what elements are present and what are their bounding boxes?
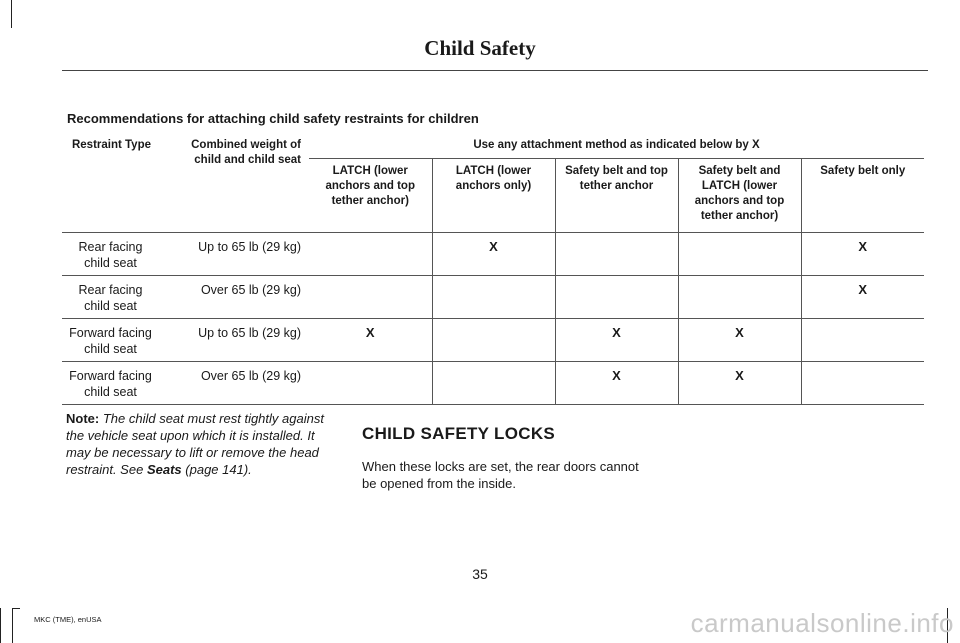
table-row xyxy=(62,233,924,276)
method-mark-cell xyxy=(432,362,555,405)
seats-link[interactable]: Seats xyxy=(146,462,182,477)
method-mark-cell xyxy=(309,362,432,405)
table-row xyxy=(62,319,924,362)
note-page-ref: (page 141). xyxy=(185,462,252,477)
method-mark-cell xyxy=(309,233,432,276)
method-mark-cell: X xyxy=(555,319,678,362)
weight-cell: Up to 65 lb (29 kg) xyxy=(159,233,309,276)
method-mark-cell: X xyxy=(678,319,801,362)
method-mark-cell: X xyxy=(432,233,555,276)
method-mark-cell: X xyxy=(555,362,678,405)
note-text: The child seat must rest tightly against the vehicle seat upon which it is installed. It may be necessary to lift or remove the head restraint. See xyxy=(66,411,324,477)
restraint-type-cell: Forward facing child seat xyxy=(62,362,159,405)
restraint-type-cell: Rear facing child seat xyxy=(62,276,159,319)
page-number: 35 xyxy=(472,566,488,582)
note-paragraph xyxy=(66,410,340,478)
method-mark-cell xyxy=(678,233,801,276)
note-label: Note: xyxy=(66,411,100,426)
crop-mark xyxy=(12,608,13,643)
weight-cell: Up to 65 lb (29 kg) xyxy=(159,319,309,362)
col-restraint-type-header: Restraint Type xyxy=(62,133,159,233)
method-header: Safety belt and top tether anchor xyxy=(555,159,678,233)
header-rule xyxy=(62,70,928,71)
method-mark-cell: X xyxy=(801,233,924,276)
method-header: Safety belt only xyxy=(801,159,924,233)
method-mark-cell: X xyxy=(309,319,432,362)
restraint-type-cell: Forward facing child seat xyxy=(62,319,159,362)
watermark: carmanualsonline.info xyxy=(690,608,954,638)
table-row xyxy=(62,276,924,319)
col-combined-weight-header: Combined weight of child and child seat xyxy=(159,133,309,233)
method-mark-cell xyxy=(678,276,801,319)
table-row xyxy=(62,362,924,405)
section-heading: CHILD SAFETY LOCKS xyxy=(362,424,556,443)
table-caption: Recommendations for attaching child safety restraints for children xyxy=(67,111,479,126)
method-header: Safety belt and LATCH (lower anchors and top tether anchor) xyxy=(678,159,801,233)
method-mark-cell: X xyxy=(801,276,924,319)
crop-mark xyxy=(12,608,20,609)
attachment-method-group-header: Use any attachment method as indicated below by X xyxy=(309,133,924,159)
method-mark-cell xyxy=(801,362,924,405)
section-body: When these locks are set, the rear doors cannot be opened from the inside. xyxy=(362,459,639,491)
crop-mark xyxy=(0,608,1,643)
method-mark-cell xyxy=(801,319,924,362)
weight-cell: Over 65 lb (29 kg) xyxy=(159,362,309,405)
method-mark-cell xyxy=(309,276,432,319)
method-mark-cell: X xyxy=(678,362,801,405)
page-title: Child Safety xyxy=(424,36,536,60)
restraint-type-cell: Rear facing child seat xyxy=(62,233,159,276)
method-mark-cell xyxy=(432,276,555,319)
document-code: MKC (TME), enUSA xyxy=(34,615,102,624)
crop-mark xyxy=(11,0,12,28)
weight-cell: Over 65 lb (29 kg) xyxy=(159,276,309,319)
method-header: LATCH (lower anchors and top tether anchor) xyxy=(309,159,432,233)
restraint-table xyxy=(62,133,924,405)
method-mark-cell xyxy=(555,276,678,319)
method-header: LATCH (lower anchors only) xyxy=(432,159,555,233)
method-mark-cell xyxy=(432,319,555,362)
method-mark-cell xyxy=(555,233,678,276)
